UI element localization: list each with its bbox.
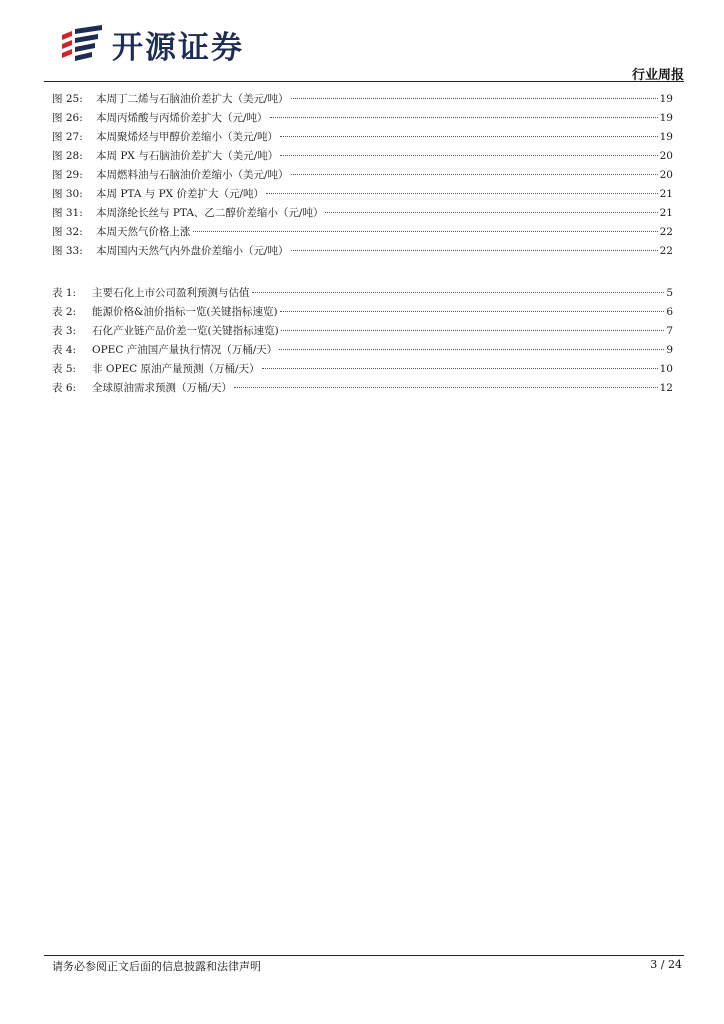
- table-entry[interactable]: [52, 341, 673, 360]
- figure-entry[interactable]: [52, 185, 673, 204]
- figure-entry-leader-dots: [325, 212, 657, 213]
- table-entry-title: OPEC 产油国产量执行情况（万桶/天）: [92, 344, 278, 356]
- figure-entry-page: 20: [659, 150, 673, 162]
- figure-entry[interactable]: [52, 90, 673, 109]
- figure-entry-title: 本周国内天然气内外盘价差缩小（元/吨）: [96, 245, 289, 257]
- figure-list: [52, 90, 673, 261]
- table-entry-leader-dots: [234, 387, 658, 388]
- table-entry-leader-dots: [262, 368, 658, 369]
- figure-entry-page: 19: [659, 112, 673, 124]
- figure-entry-page: 19: [659, 93, 673, 105]
- figure-entry-leader-dots: [291, 98, 658, 99]
- table-entry[interactable]: [52, 360, 673, 379]
- figure-entry-leader-dots: [280, 136, 658, 137]
- figure-entry-label: 图 25:: [52, 93, 83, 105]
- table-entry[interactable]: [52, 284, 673, 303]
- table-entry-label: 表 4:: [52, 344, 77, 356]
- table-entry-label: 表 6:: [52, 382, 77, 394]
- table-entry-label: 表 3:: [52, 325, 77, 337]
- figure-entry-leader-dots: [193, 231, 658, 232]
- table-entry-title: 非 OPEC 原油产量预测（万桶/天）: [92, 363, 260, 375]
- kaiyuan-logo-icon: [58, 25, 104, 65]
- table-entry-leader-dots: [252, 292, 665, 293]
- figure-entry-leader-dots: [270, 117, 658, 118]
- table-list: [52, 284, 673, 398]
- company-name: 开源证券: [112, 30, 244, 66]
- table-entry-page: 10: [659, 363, 673, 375]
- table-entry-page: 6: [666, 306, 673, 318]
- page-header: [0, 0, 724, 82]
- figure-entry-leader-dots: [280, 155, 657, 156]
- figure-entry[interactable]: [52, 128, 673, 147]
- table-entry-label: 表 5:: [52, 363, 77, 375]
- figure-entry-title: 本周 PTA 与 PX 价差扩大（元/吨）: [96, 188, 265, 200]
- table-entry-title: 全球原油需求预测（万桶/天）: [92, 382, 233, 394]
- figure-entry-page: 20: [659, 169, 673, 181]
- figure-entry[interactable]: [52, 147, 673, 166]
- figure-entry-leader-dots: [291, 250, 658, 251]
- table-entry[interactable]: [52, 322, 673, 341]
- footer-divider: [44, 955, 684, 956]
- table-entry-page: 9: [666, 344, 673, 356]
- table-entry-page: 7: [666, 325, 673, 337]
- figure-entry[interactable]: [52, 204, 673, 223]
- figure-entry-page: 19: [659, 131, 673, 143]
- table-entry[interactable]: [52, 303, 673, 322]
- figure-entry-title: 本周丙烯酸与丙烯价差扩大（元/吨）: [96, 112, 268, 124]
- figure-entry-label: 图 30:: [52, 188, 83, 200]
- table-entry-page: 5: [666, 287, 673, 299]
- figure-entry-title: 本周涤纶长丝与 PTA、乙二醇价差缩小（元/吨）: [96, 207, 324, 219]
- table-entry[interactable]: [52, 379, 673, 398]
- table-entry-title: 能源价格&油价指标一览(关键指标速览): [92, 306, 278, 318]
- figure-entry-label: 图 26:: [52, 112, 83, 124]
- figure-entry-page: 22: [659, 226, 673, 238]
- figure-entry[interactable]: [52, 242, 673, 261]
- figure-entry-leader-dots: [266, 193, 658, 194]
- figure-entry-page: 21: [659, 207, 673, 219]
- figure-entry-title: 本周 PX 与石脑油价差扩大（美元/吨）: [96, 150, 279, 162]
- table-entry-page: 12: [659, 382, 673, 394]
- figure-entry[interactable]: [52, 166, 673, 185]
- figure-entry-label: 图 29:: [52, 169, 83, 181]
- table-entry-title: 石化产业链产品价差一览(关键指标速览): [92, 325, 279, 337]
- table-entry-leader-dots: [279, 349, 664, 350]
- table-entry-label: 表 1:: [52, 287, 77, 299]
- footer-disclaimer: 请务必参阅正文后面的信息披露和法律声明: [52, 960, 261, 973]
- figure-entry-label: 图 33:: [52, 245, 83, 257]
- report-type: 行业周报: [631, 68, 684, 83]
- figure-entry-title: 本周燃料油与石脑油价差缩小（美元/吨）: [96, 169, 289, 181]
- figure-entry-title: 本周天然气价格上涨: [96, 226, 191, 238]
- figure-entry-label: 图 27:: [52, 131, 83, 143]
- figure-entry-title: 本周聚烯烃与甲醇价差缩小（美元/吨）: [96, 131, 279, 143]
- figure-entry-page: 21: [659, 188, 673, 200]
- table-entry-leader-dots: [280, 311, 665, 312]
- figure-entry[interactable]: [52, 109, 673, 128]
- figure-entry-label: 图 28:: [52, 150, 83, 162]
- figure-entry-title: 本周丁二烯与石脑油价差扩大（美元/吨）: [96, 93, 289, 105]
- figure-entry-label: 图 32:: [52, 226, 83, 238]
- company-logo: [58, 22, 244, 67]
- page-number: 3 / 24: [650, 958, 682, 971]
- figure-entry-leader-dots: [291, 174, 658, 175]
- figure-entry-page: 22: [659, 245, 673, 257]
- header-divider: [44, 81, 684, 82]
- table-entry-label: 表 2:: [52, 306, 77, 318]
- table-entry-title: 主要石化上市公司盈利预测与估值: [92, 287, 250, 299]
- figure-entry-label: 图 31:: [52, 207, 83, 219]
- table-entry-leader-dots: [281, 330, 665, 331]
- figure-entry[interactable]: [52, 223, 673, 242]
